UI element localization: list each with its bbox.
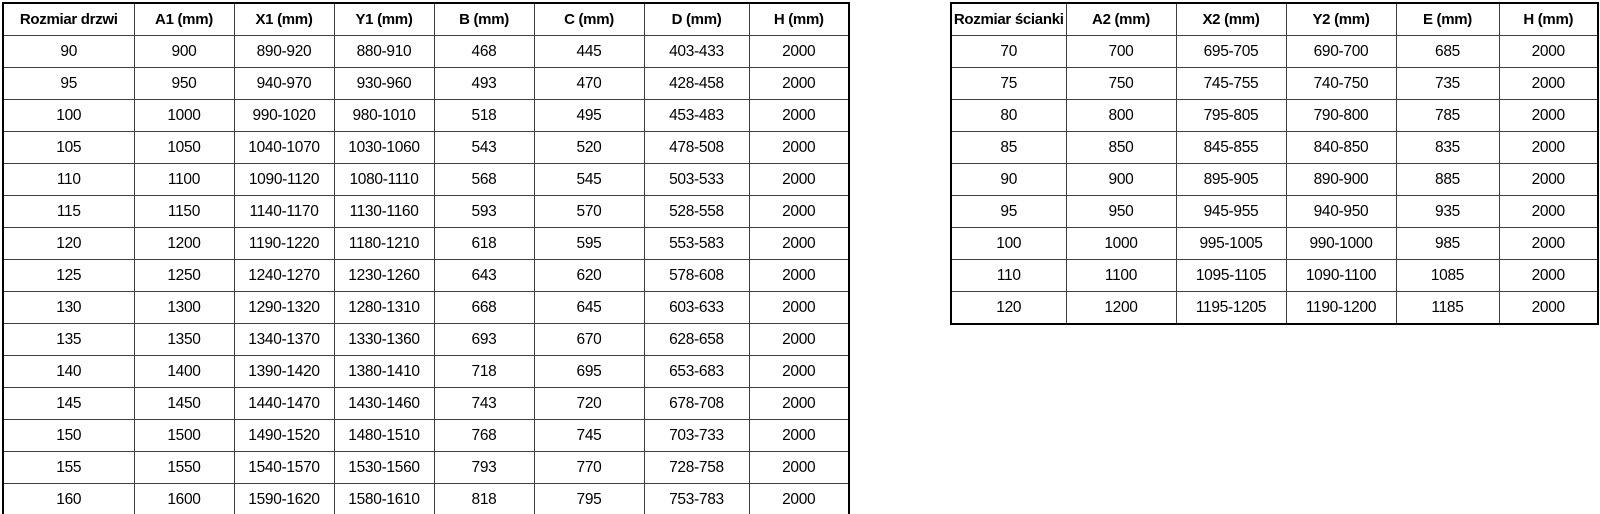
table-row bbox=[951, 132, 1598, 164]
table-cell: 895-905 bbox=[1176, 164, 1286, 196]
table-row bbox=[3, 484, 849, 514]
table-cell: 1390-1420 bbox=[234, 356, 334, 388]
table-row bbox=[3, 68, 849, 100]
table-cell: 593 bbox=[434, 196, 534, 228]
table-cell: 503-533 bbox=[644, 164, 749, 196]
table-cell: 950 bbox=[134, 68, 234, 100]
table-cell: 1050 bbox=[134, 132, 234, 164]
table-cell: 125 bbox=[3, 260, 134, 292]
column-header: H (mm) bbox=[1499, 3, 1598, 36]
table-row bbox=[3, 228, 849, 260]
table-cell: 670 bbox=[534, 324, 644, 356]
table-cell: 1380-1410 bbox=[334, 356, 434, 388]
table-cell: 145 bbox=[3, 388, 134, 420]
door-size-table-body bbox=[3, 36, 849, 514]
table-cell: 740-750 bbox=[1286, 68, 1396, 100]
table-cell: 2000 bbox=[1499, 36, 1598, 68]
table-cell: 2000 bbox=[749, 68, 849, 100]
table-cell: 70 bbox=[951, 36, 1066, 68]
table-cell: 790-800 bbox=[1286, 100, 1396, 132]
table-cell: 453-483 bbox=[644, 100, 749, 132]
table-cell: 900 bbox=[1066, 164, 1176, 196]
table-cell: 900 bbox=[134, 36, 234, 68]
table-cell: 1080-1110 bbox=[334, 164, 434, 196]
table-cell: 795 bbox=[534, 484, 644, 514]
table-cell: 2000 bbox=[749, 356, 849, 388]
table-cell: 2000 bbox=[749, 452, 849, 484]
table-cell: 568 bbox=[434, 164, 534, 196]
table-cell: 1490-1520 bbox=[234, 420, 334, 452]
table-cell: 835 bbox=[1396, 132, 1499, 164]
table-row bbox=[951, 164, 1598, 196]
table-cell: 2000 bbox=[749, 100, 849, 132]
table-cell: 720 bbox=[534, 388, 644, 420]
table-cell: 470 bbox=[534, 68, 644, 100]
table-cell: 768 bbox=[434, 420, 534, 452]
table-cell: 695-705 bbox=[1176, 36, 1286, 68]
table-cell: 110 bbox=[3, 164, 134, 196]
table-cell: 2000 bbox=[749, 484, 849, 514]
table-row bbox=[951, 292, 1598, 325]
column-header: Y2 (mm) bbox=[1286, 3, 1396, 36]
table-cell: 1180-1210 bbox=[334, 228, 434, 260]
table-cell: 2000 bbox=[749, 324, 849, 356]
table-cell: 685 bbox=[1396, 36, 1499, 68]
table-row bbox=[3, 356, 849, 388]
table-cell: 935 bbox=[1396, 196, 1499, 228]
table-cell: 1550 bbox=[134, 452, 234, 484]
table-cell: 653-683 bbox=[644, 356, 749, 388]
table-cell: 845-855 bbox=[1176, 132, 1286, 164]
table-cell: 1100 bbox=[134, 164, 234, 196]
table-cell: 2000 bbox=[1499, 292, 1598, 325]
header-row bbox=[951, 3, 1598, 36]
table-cell: 90 bbox=[3, 36, 134, 68]
table-cell: 105 bbox=[3, 132, 134, 164]
table-cell: 990-1000 bbox=[1286, 228, 1396, 260]
table-cell: 95 bbox=[951, 196, 1066, 228]
table-cell: 140 bbox=[3, 356, 134, 388]
table-cell: 80 bbox=[951, 100, 1066, 132]
table-cell: 1440-1470 bbox=[234, 388, 334, 420]
table-cell: 428-458 bbox=[644, 68, 749, 100]
table-cell: 100 bbox=[951, 228, 1066, 260]
table-row bbox=[951, 228, 1598, 260]
wall-size-table-header bbox=[951, 3, 1598, 36]
door-size-table-header bbox=[3, 3, 849, 36]
table-cell: 1130-1160 bbox=[334, 196, 434, 228]
table-cell: 1450 bbox=[134, 388, 234, 420]
table-cell: 1090-1100 bbox=[1286, 260, 1396, 292]
table-cell: 120 bbox=[3, 228, 134, 260]
table-row bbox=[3, 420, 849, 452]
column-header: Rozmiar drzwi bbox=[3, 3, 134, 36]
table-cell: 603-633 bbox=[644, 292, 749, 324]
table-cell: 543 bbox=[434, 132, 534, 164]
table-cell: 1340-1370 bbox=[234, 324, 334, 356]
table-cell: 1250 bbox=[134, 260, 234, 292]
table-cell: 120 bbox=[951, 292, 1066, 325]
table-row bbox=[3, 36, 849, 68]
table-cell: 75 bbox=[951, 68, 1066, 100]
table-cell: 1095-1105 bbox=[1176, 260, 1286, 292]
column-header: Rozmiar ścianki bbox=[951, 3, 1066, 36]
table-row bbox=[3, 292, 849, 324]
table-cell: 1200 bbox=[134, 228, 234, 260]
table-cell: 493 bbox=[434, 68, 534, 100]
table-cell: 2000 bbox=[749, 164, 849, 196]
table-cell: 2000 bbox=[1499, 100, 1598, 132]
table-row bbox=[951, 36, 1598, 68]
table-cell: 545 bbox=[534, 164, 644, 196]
table-cell: 520 bbox=[534, 132, 644, 164]
table-cell: 2000 bbox=[749, 132, 849, 164]
table-row bbox=[951, 100, 1598, 132]
table-cell: 528-558 bbox=[644, 196, 749, 228]
table-cell: 735 bbox=[1396, 68, 1499, 100]
table-cell: 930-960 bbox=[334, 68, 434, 100]
table-cell: 2000 bbox=[1499, 196, 1598, 228]
table-cell: 2000 bbox=[749, 420, 849, 452]
table-cell: 570 bbox=[534, 196, 644, 228]
column-header: E (mm) bbox=[1396, 3, 1499, 36]
table-cell: 950 bbox=[1066, 196, 1176, 228]
table-cell: 135 bbox=[3, 324, 134, 356]
table-cell: 945-955 bbox=[1176, 196, 1286, 228]
table-cell: 1150 bbox=[134, 196, 234, 228]
table-cell: 620 bbox=[534, 260, 644, 292]
table-row bbox=[3, 196, 849, 228]
table-cell: 2000 bbox=[1499, 164, 1598, 196]
table-cell: 1330-1360 bbox=[334, 324, 434, 356]
table-cell: 2000 bbox=[749, 292, 849, 324]
table-cell: 1195-1205 bbox=[1176, 292, 1286, 325]
column-header: H (mm) bbox=[749, 3, 849, 36]
table-cell: 940-950 bbox=[1286, 196, 1396, 228]
column-header: B (mm) bbox=[434, 3, 534, 36]
table-cell: 1290-1320 bbox=[234, 292, 334, 324]
table-cell: 155 bbox=[3, 452, 134, 484]
table-cell: 668 bbox=[434, 292, 534, 324]
table-cell: 690-700 bbox=[1286, 36, 1396, 68]
table-cell: 518 bbox=[434, 100, 534, 132]
table-cell: 800 bbox=[1066, 100, 1176, 132]
table-cell: 885 bbox=[1396, 164, 1499, 196]
table-row bbox=[3, 324, 849, 356]
table-cell: 2000 bbox=[1499, 260, 1598, 292]
table-cell: 1090-1120 bbox=[234, 164, 334, 196]
column-header: Y1 (mm) bbox=[334, 3, 434, 36]
table-cell: 703-733 bbox=[644, 420, 749, 452]
table-cell: 695 bbox=[534, 356, 644, 388]
table-cell: 700 bbox=[1066, 36, 1176, 68]
table-cell: 2000 bbox=[749, 196, 849, 228]
table-row bbox=[3, 260, 849, 292]
table-row bbox=[951, 196, 1598, 228]
table-cell: 750 bbox=[1066, 68, 1176, 100]
table-cell: 95 bbox=[3, 68, 134, 100]
table-cell: 1280-1310 bbox=[334, 292, 434, 324]
table-cell: 1040-1070 bbox=[234, 132, 334, 164]
table-row bbox=[3, 452, 849, 484]
table-cell: 478-508 bbox=[644, 132, 749, 164]
table-cell: 1200 bbox=[1066, 292, 1176, 325]
table-cell: 1030-1060 bbox=[334, 132, 434, 164]
table-cell: 745-755 bbox=[1176, 68, 1286, 100]
table-cell: 618 bbox=[434, 228, 534, 260]
table-cell: 995-1005 bbox=[1176, 228, 1286, 260]
table-cell: 1185 bbox=[1396, 292, 1499, 325]
table-cell: 693 bbox=[434, 324, 534, 356]
table-cell: 1600 bbox=[134, 484, 234, 514]
table-cell: 1190-1220 bbox=[234, 228, 334, 260]
table-row bbox=[3, 132, 849, 164]
table-cell: 643 bbox=[434, 260, 534, 292]
table-row bbox=[951, 68, 1598, 100]
table-cell: 645 bbox=[534, 292, 644, 324]
table-cell: 840-850 bbox=[1286, 132, 1396, 164]
table-cell: 1100 bbox=[1066, 260, 1176, 292]
table-cell: 1240-1270 bbox=[234, 260, 334, 292]
table-cell: 130 bbox=[3, 292, 134, 324]
table-cell: 495 bbox=[534, 100, 644, 132]
table-cell: 1140-1170 bbox=[234, 196, 334, 228]
door-size-table bbox=[2, 2, 850, 514]
table-cell: 770 bbox=[534, 452, 644, 484]
table-cell: 890-900 bbox=[1286, 164, 1396, 196]
table-cell: 628-658 bbox=[644, 324, 749, 356]
table-cell: 2000 bbox=[1499, 68, 1598, 100]
table-cell: 1000 bbox=[1066, 228, 1176, 260]
table-row bbox=[3, 164, 849, 196]
table-cell: 880-910 bbox=[334, 36, 434, 68]
table-cell: 753-783 bbox=[644, 484, 749, 514]
wall-size-table-body bbox=[951, 36, 1598, 325]
table-cell: 595 bbox=[534, 228, 644, 260]
table-cell: 1000 bbox=[134, 100, 234, 132]
table-cell: 110 bbox=[951, 260, 1066, 292]
table-cell: 850 bbox=[1066, 132, 1176, 164]
table-cell: 1190-1200 bbox=[1286, 292, 1396, 325]
column-header: X1 (mm) bbox=[234, 3, 334, 36]
table-cell: 2000 bbox=[749, 228, 849, 260]
table-cell: 150 bbox=[3, 420, 134, 452]
table-cell: 890-920 bbox=[234, 36, 334, 68]
table-cell: 1530-1560 bbox=[334, 452, 434, 484]
table-row bbox=[3, 388, 849, 420]
table-cell: 1580-1610 bbox=[334, 484, 434, 514]
table-cell: 678-708 bbox=[644, 388, 749, 420]
table-cell: 728-758 bbox=[644, 452, 749, 484]
column-header: A2 (mm) bbox=[1066, 3, 1176, 36]
table-cell: 1540-1570 bbox=[234, 452, 334, 484]
table-cell: 793 bbox=[434, 452, 534, 484]
column-header: D (mm) bbox=[644, 3, 749, 36]
table-cell: 1500 bbox=[134, 420, 234, 452]
table-cell: 818 bbox=[434, 484, 534, 514]
table-cell: 745 bbox=[534, 420, 644, 452]
table-cell: 2000 bbox=[1499, 132, 1598, 164]
table-cell: 100 bbox=[3, 100, 134, 132]
table-cell: 940-970 bbox=[234, 68, 334, 100]
table-cell: 90 bbox=[951, 164, 1066, 196]
column-header: A1 (mm) bbox=[134, 3, 234, 36]
table-cell: 160 bbox=[3, 484, 134, 514]
table-cell: 2000 bbox=[749, 260, 849, 292]
table-cell: 1480-1510 bbox=[334, 420, 434, 452]
table-cell: 2000 bbox=[749, 388, 849, 420]
table-cell: 1400 bbox=[134, 356, 234, 388]
table-cell: 795-805 bbox=[1176, 100, 1286, 132]
table-cell: 2000 bbox=[749, 36, 849, 68]
table-cell: 785 bbox=[1396, 100, 1499, 132]
table-cell: 403-433 bbox=[644, 36, 749, 68]
table-cell: 445 bbox=[534, 36, 644, 68]
table-cell: 1350 bbox=[134, 324, 234, 356]
table-cell: 85 bbox=[951, 132, 1066, 164]
table-cell: 985 bbox=[1396, 228, 1499, 260]
table-cell: 990-1020 bbox=[234, 100, 334, 132]
table-cell: 1590-1620 bbox=[234, 484, 334, 514]
table-cell: 1230-1260 bbox=[334, 260, 434, 292]
header-row bbox=[3, 3, 849, 36]
table-cell: 553-583 bbox=[644, 228, 749, 260]
table-row bbox=[3, 100, 849, 132]
column-header: C (mm) bbox=[534, 3, 644, 36]
table-row bbox=[951, 260, 1598, 292]
table-cell: 1430-1460 bbox=[334, 388, 434, 420]
table-cell: 980-1010 bbox=[334, 100, 434, 132]
table-cell: 718 bbox=[434, 356, 534, 388]
table-cell: 1085 bbox=[1396, 260, 1499, 292]
table-cell: 2000 bbox=[1499, 228, 1598, 260]
table-cell: 468 bbox=[434, 36, 534, 68]
table-cell: 115 bbox=[3, 196, 134, 228]
table-cell: 743 bbox=[434, 388, 534, 420]
table-cell: 1300 bbox=[134, 292, 234, 324]
table-cell: 578-608 bbox=[644, 260, 749, 292]
column-header: X2 (mm) bbox=[1176, 3, 1286, 36]
wall-size-table bbox=[950, 2, 1599, 325]
